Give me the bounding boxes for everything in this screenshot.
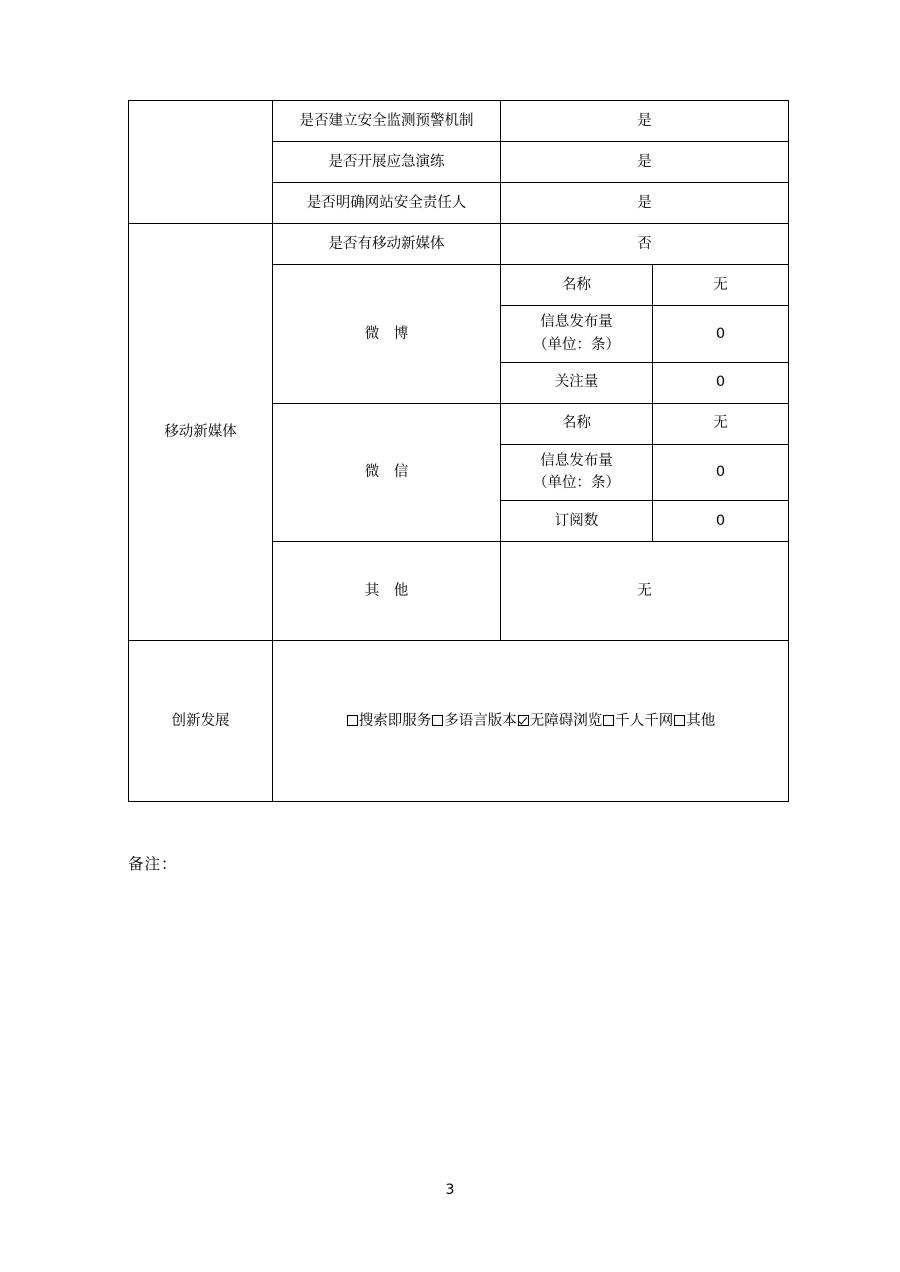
innovation-option-label-3: 千人千网 — [615, 712, 674, 729]
weibo-item-value-1: 0 — [653, 306, 789, 363]
security-section-header — [129, 101, 273, 224]
weixin-item-label-2: 订阅数 — [501, 501, 653, 542]
weibo-item-label-1-line1: 信息发布量 — [540, 314, 613, 330]
innovation-option-label-0: 搜索即服务 — [358, 712, 432, 729]
security-label-2: 是否明确网站安全责任人 — [273, 183, 501, 224]
checkbox-search-service[interactable] — [347, 715, 358, 726]
mobile-media-header: 移动新媒体 — [129, 224, 273, 641]
table-row — [129, 224, 789, 265]
page-number: 3 — [445, 1182, 455, 1198]
weixin-name: 微 信 — [273, 403, 501, 542]
weibo-item-label-1-line2: （单位：条） — [533, 336, 620, 353]
remark-label: 备注： — [128, 855, 178, 873]
weixin-item-label-1-line1: 信息发布量 — [540, 452, 613, 469]
weixin-item-value-0: 无 — [653, 403, 789, 444]
innovation-option-label-2: 无障碍浏览 — [529, 712, 603, 729]
weibo-item-value-2: 0 — [653, 362, 789, 403]
weibo-item-label-2: 关注量 — [501, 362, 653, 403]
weibo-item-value-0: 无 — [653, 265, 789, 306]
weibo-item-label-1 — [501, 306, 653, 363]
weibo-item-label-0: 名称 — [501, 265, 653, 306]
report-table — [128, 100, 789, 802]
innovation-option-label-1: 多语言版本 — [444, 712, 517, 729]
has-mobile-media-value: 否 — [501, 224, 789, 265]
checkbox-accessibility[interactable] — [518, 715, 529, 726]
security-value-1: 是 — [501, 142, 789, 183]
checkbox-multilingual[interactable] — [432, 715, 443, 726]
table-row — [129, 641, 789, 802]
innovation-options-cell — [273, 641, 789, 802]
innovation-options — [277, 710, 784, 732]
other-media-value: 无 — [501, 542, 789, 641]
weibo-name: 微 博 — [273, 265, 501, 404]
weixin-item-label-1-line2: （单位：条） — [533, 475, 620, 492]
innovation-header: 创新发展 — [129, 641, 273, 802]
checkbox-personalized-web[interactable] — [603, 715, 614, 726]
checkbox-other[interactable] — [674, 715, 685, 726]
weixin-item-value-1: 0 — [653, 444, 789, 501]
weixin-item-value-2: 0 — [653, 501, 789, 542]
weixin-item-label-0: 名称 — [501, 403, 653, 444]
table-row — [129, 101, 789, 142]
weixin-item-label-1 — [501, 444, 653, 501]
innovation-option-label-4: 其他 — [686, 712, 716, 729]
security-value-0: 是 — [501, 101, 789, 142]
has-mobile-media-label: 是否有移动新媒体 — [273, 224, 501, 265]
security-value-2: 是 — [501, 183, 789, 224]
security-label-0: 是否建立安全监测预警机制 — [273, 101, 501, 142]
security-label-1: 是否开展应急演练 — [273, 142, 501, 183]
other-media-label: 其 他 — [273, 542, 501, 641]
